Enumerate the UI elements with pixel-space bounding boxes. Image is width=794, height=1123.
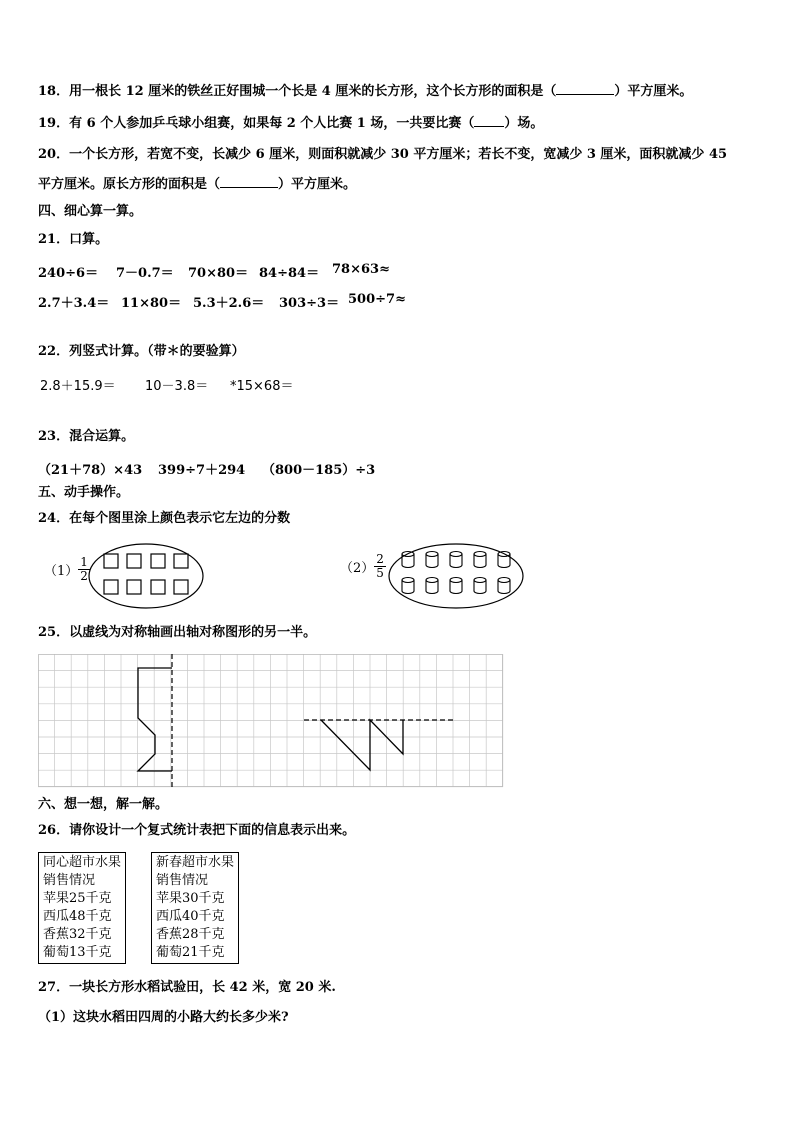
answer-blank[interactable]: [474, 114, 504, 127]
mixed-calc-item: （21＋78）×43: [38, 463, 143, 478]
oral-calc-item: 500÷7≈: [348, 292, 406, 307]
store-1-sales-box: 同心超市水果 销售情况 苹果25千克 西瓜48千克 香蕉32千克 葡萄13千克: [38, 852, 126, 964]
question-20-line1: 20．一个长方形，若宽不变，长减少 6 厘米，则面积就减少 30 平方厘米；若长不变，宽减少 3 厘米，面积就减少 45: [38, 147, 728, 162]
oral-calc-item: 70×80＝: [188, 266, 249, 281]
fraction-one-half: $\frac{1}{2}$: [80, 555, 88, 583]
question-27-sub1: （1）这块水稻田四周的小路大约长多少米?: [38, 1010, 289, 1025]
question-26-title: 26．请你设计一个复式统计表把下面的信息表示出来。: [38, 823, 356, 838]
symmetry-grid[interactable]: [38, 654, 504, 788]
question-24-title: 24．在每个图里涂上颜色表示它左边的分数: [38, 511, 291, 526]
squares-oval-figure[interactable]: [84, 540, 208, 612]
question-23-title: 23．混合运算。: [38, 429, 135, 444]
oral-calc-item: 7－0.7＝: [116, 266, 174, 281]
section-heading-6: 六、想一想，解一解。: [38, 797, 169, 812]
oral-calc-item: 2.7＋3.4＝: [38, 296, 110, 311]
question-27-title: 27．一块长方形水稻试验田，长 42 米，宽 20 米.: [38, 980, 336, 995]
section-heading-4: 四、细心算一算。: [38, 204, 143, 219]
section-heading-5: 五、动手操作。: [38, 485, 130, 500]
question-25-title: 25．以虚线为对称轴画出轴对称图形的另一半。: [38, 625, 317, 640]
mixed-calc-item: 399÷7＋294: [158, 463, 246, 478]
answer-blank[interactable]: [556, 82, 614, 95]
question-18: 18．用一根长 12 厘米的铁丝正好围城一个长是 4 厘米的长方形，这个长方形的面积是（ ）平方厘米。: [38, 84, 693, 99]
question-22-title: 22．列竖式计算。（带＊的要验算）: [38, 344, 245, 359]
oral-calc-item: 303÷3＝: [279, 296, 340, 311]
question-20-line2: 平方厘米。原长方形的面积是（ ）平方厘米。: [38, 177, 357, 192]
vertical-calc-item: *15×68＝: [230, 379, 294, 394]
store-2-sales-box: 新春超市水果 销售情况 苹果30千克 西瓜40千克 香蕉28千克 葡萄21千克: [151, 852, 239, 964]
oral-calc-item: 78×63≈: [332, 262, 390, 277]
fraction-label-2: （2） $\frac{2}{5}$: [340, 552, 384, 580]
fraction-two-fifths: $\frac{2}{5}$: [376, 552, 384, 580]
question-19: 19．有 6 个人参加乒乓球小组赛，如果每 2 个人比赛 1 场，一共要比赛（ ）场。: [38, 116, 544, 131]
question-21-title: 21．口算。: [38, 232, 109, 247]
oral-calc-item: 5.3＋2.6＝: [193, 296, 265, 311]
oral-calc-item: 240÷6＝: [38, 266, 99, 281]
oral-calc-item: 84÷84＝: [259, 266, 320, 281]
oral-calc-item: 11×80＝: [121, 296, 182, 311]
answer-blank[interactable]: [220, 175, 278, 188]
vertical-calc-item: 10－3.8＝: [145, 379, 209, 394]
fraction-label-1: （1） $\frac{1}{2}$: [44, 555, 88, 583]
mixed-calc-item: （800－185）÷3: [262, 463, 376, 478]
vertical-calc-item: 2.8＋15.9＝: [40, 379, 116, 394]
cylinders-oval-figure[interactable]: [384, 540, 528, 612]
